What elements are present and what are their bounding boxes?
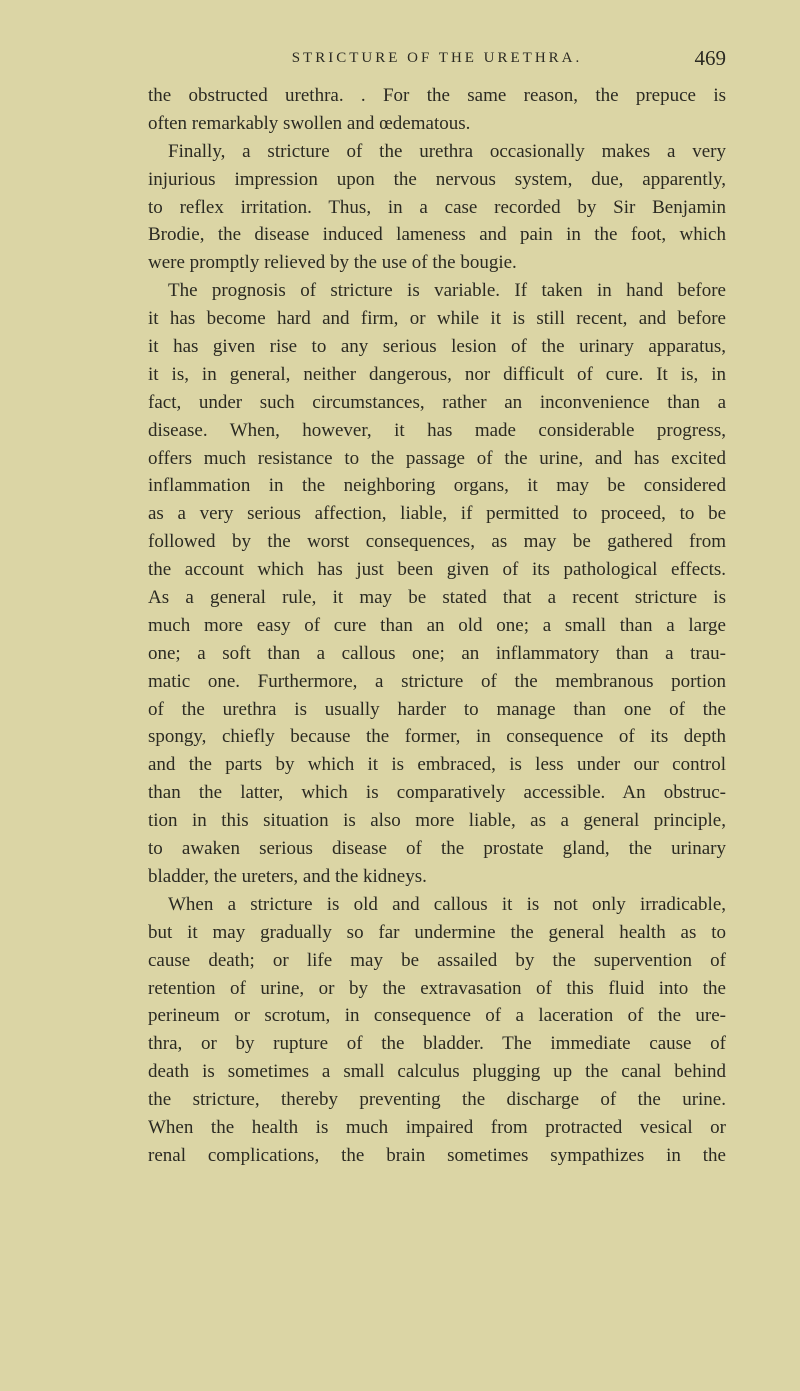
text-line: spongy, chiefly because the former, in consequence of its depth [148, 726, 726, 748]
text-line: renal complications, the brain sometimes sympathizes in the [148, 1144, 726, 1166]
text-line: Finally, a stricture of the urethra occasionally makes a very [168, 140, 726, 162]
text-line: As a general rule, it may be stated that a recent stricture is [148, 587, 726, 609]
text-line: tion in this situation is also more liable, as a general principle, [148, 810, 726, 832]
text-line: one; a soft than a callous one; an inflammatory than a trau- [148, 642, 726, 664]
text-line: and the parts by which it is embraced, is less under our control [148, 754, 726, 776]
text-line: the account which has just been given of its pathological effects. [148, 559, 726, 581]
text-line: were promptly relieved by the use of the bougie. [148, 252, 517, 274]
page-number: 469 [694, 46, 726, 70]
text-line: the stricture, thereby preventing the discharge of the urine. [148, 1089, 726, 1111]
page-body-text [148, 82, 726, 1170]
text-line: much more easy of cure than an old one; a small than a large [148, 614, 726, 636]
text-line: it has become hard and firm, or while it is still recent, and before [148, 308, 726, 330]
text-line: perineum or scrotum, in consequence of a laceration of the ure- [148, 1005, 726, 1027]
text-line: to awaken serious disease of the prostate gland, the urinary [148, 838, 726, 860]
text-line: death is sometimes a small calculus plugging up the canal behind [148, 1061, 726, 1083]
text-line: When the health is much impaired from protracted vesical or [148, 1116, 726, 1138]
running-title: STRICTURE OF THE URETHRA. [291, 50, 583, 66]
text-line: it is, in general, neither dangerous, nor difficult of cure. It is, in [148, 363, 726, 385]
text-line: injurious impression upon the nervous system, due, apparently, [148, 168, 726, 190]
text-line: it has given rise to any serious lesion of the urinary apparatus, [148, 336, 726, 358]
running-header [148, 46, 726, 74]
text-line: retention of urine, or by the extravasation of this fluid into the [148, 977, 726, 999]
text-line: bladder, the ureters, and the kidneys. [148, 865, 427, 887]
text-line: Brodie, the disease induced lameness and pain in the foot, which [148, 224, 726, 246]
text-line: to reflex irritation. Thus, in a case recorded by Sir Benjamin [148, 196, 726, 218]
text-line: disease. When, however, it has made considerable progress, [148, 419, 726, 441]
text-line: When a stricture is old and callous it is not only irradicable, [168, 893, 726, 915]
text-line: fact, under such circumstances, rather an inconvenience than a [148, 391, 726, 413]
text-line: followed by the worst consequences, as may be gathered from [148, 531, 726, 553]
text-line: The prognosis of stricture is variable. If taken in hand before [168, 280, 726, 302]
text-line: cause death; or life may be assailed by the supervention of [148, 949, 726, 971]
text-line: thra, or by rupture of the bladder. The immediate cause of [148, 1033, 726, 1055]
text-line: than the latter, which is comparatively accessible. An obstruc- [148, 782, 726, 804]
text-line: the obstructed urethra. . For the same reason, the prepuce is [148, 85, 726, 106]
text-line: often remarkably swollen and œdematous. [148, 112, 471, 134]
text-line: as a very serious affection, liable, if permitted to proceed, to be [148, 503, 726, 525]
text-line: of the urethra is usually harder to manage than one of the [148, 698, 726, 720]
text-line: inflammation in the neighboring organs, it may be considered [148, 475, 726, 497]
text-line: but it may gradually so far undermine the general health as to [148, 921, 726, 943]
text-line: matic one. Furthermore, a stricture of the membranous portion [148, 670, 726, 692]
text-line: offers much resistance to the passage of the urine, and has excited [148, 447, 726, 469]
